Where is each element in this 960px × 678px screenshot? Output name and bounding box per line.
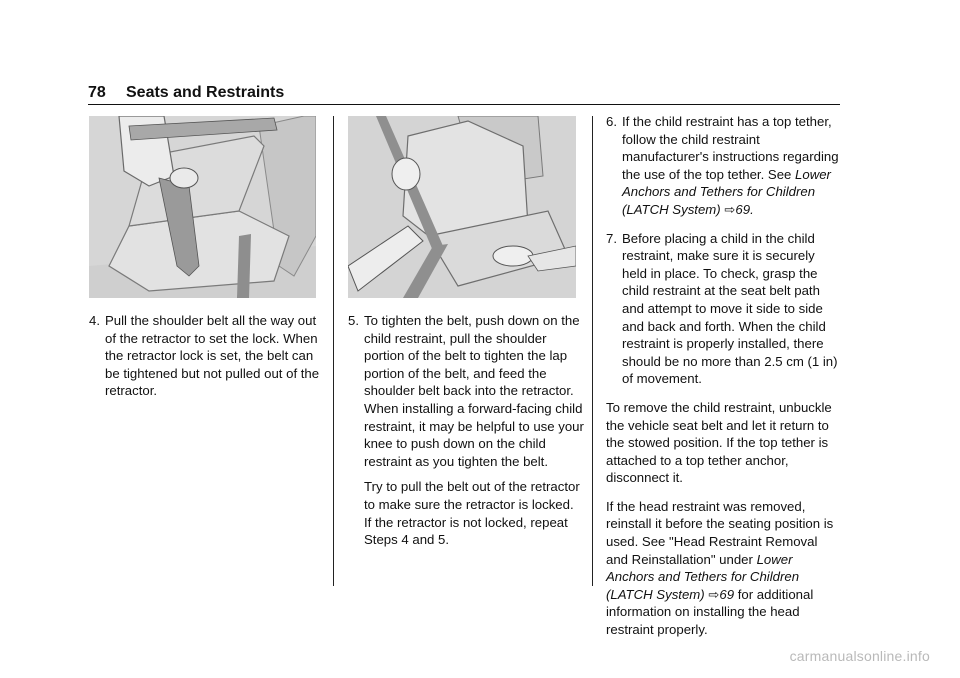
section-title: Seats and Restraints (126, 84, 285, 101)
step-text: To tighten the belt, push down on the child restraint, pull the shoulder portion of the belt to tighten the lap portion of the belt, and feed the shoulder belt back into the retractor. When installing a forward-facing child restraint, it may be helpful to use your knee to push down on the child restraint as you tighten the belt. (364, 313, 584, 469)
cross-reference-link[interactable]: Lower Anchors and Tethers for Children (LATCH System) (606, 551, 800, 602)
column-3 (606, 113, 842, 650)
page-reference-number[interactable]: 69 (735, 201, 751, 217)
step-text: Pull the shoulder belt all the way out of the retractor to set the lock. When the retractor lock is set, the belt can be tightened but not pulled out of the retractor. (105, 313, 320, 399)
step-number: 5. (348, 313, 359, 328)
watermark: carmanualsonline.info (789, 648, 930, 664)
column-2 (348, 312, 584, 560)
step-number: 6. (606, 114, 617, 129)
step-text: Before placing a child in the child restraint, make sure it is securely held in place. To check, grasp the child restraint at the seat belt path and attempt to move it side to side and back and forth. When the child restraint is properly installed, there should be no more than 2.5 cm (1 in) of movement. (622, 230, 838, 387)
cross-reference-link[interactable]: Lower Anchors and Tethers for Children (LATCH System) (622, 166, 831, 217)
column-1 (89, 312, 325, 411)
step-4 (89, 312, 325, 400)
step-6 (606, 113, 842, 219)
paragraph-remove-restraint: To remove the child restraint, unbuckle the vehicle seat belt and let it return to the stowed position. If the top tether is attached to a top tether anchor, disconnect it. (606, 399, 832, 486)
step-7 (606, 230, 842, 388)
para-text-a: If the head restraint was removed, reinstall it before the seating position is used. See "Head Restraint Removal and Reinstallation" under (606, 498, 834, 567)
paragraph-head-restraint (606, 498, 842, 639)
step-text-b: . (750, 201, 754, 217)
illustration-2-graphic (348, 116, 576, 298)
illustration-tighten-belt (348, 116, 576, 298)
step-text-a: If the child restraint has a top tether, follow the child restraint manufacturer's instructions regarding the use of the top tether. See (622, 114, 839, 182)
illustration-pull-shoulder-belt (89, 116, 316, 298)
page-reference-number[interactable]: 69 (719, 586, 735, 602)
step-text (622, 113, 842, 219)
page-header (88, 84, 840, 105)
step-number: 7. (606, 230, 617, 246)
step-number: 4. (89, 313, 100, 328)
page-number: 78 (88, 84, 106, 101)
column-divider-2 (592, 116, 593, 586)
column-divider-1 (333, 116, 334, 586)
step-5 (348, 312, 584, 549)
page-reference-arrow-icon: ⇨ (724, 201, 736, 217)
step-text-continued: Try to pull the belt out of the retractor to make sure the retractor is locked. If the retractor is not locked, repeat Steps 4 and 5. (364, 479, 580, 548)
para-text-b: for additional information on installing the head restraint properly. (606, 586, 814, 638)
page-reference-arrow-icon: ⇨ (708, 586, 720, 602)
illustration-1-graphic (89, 116, 316, 298)
